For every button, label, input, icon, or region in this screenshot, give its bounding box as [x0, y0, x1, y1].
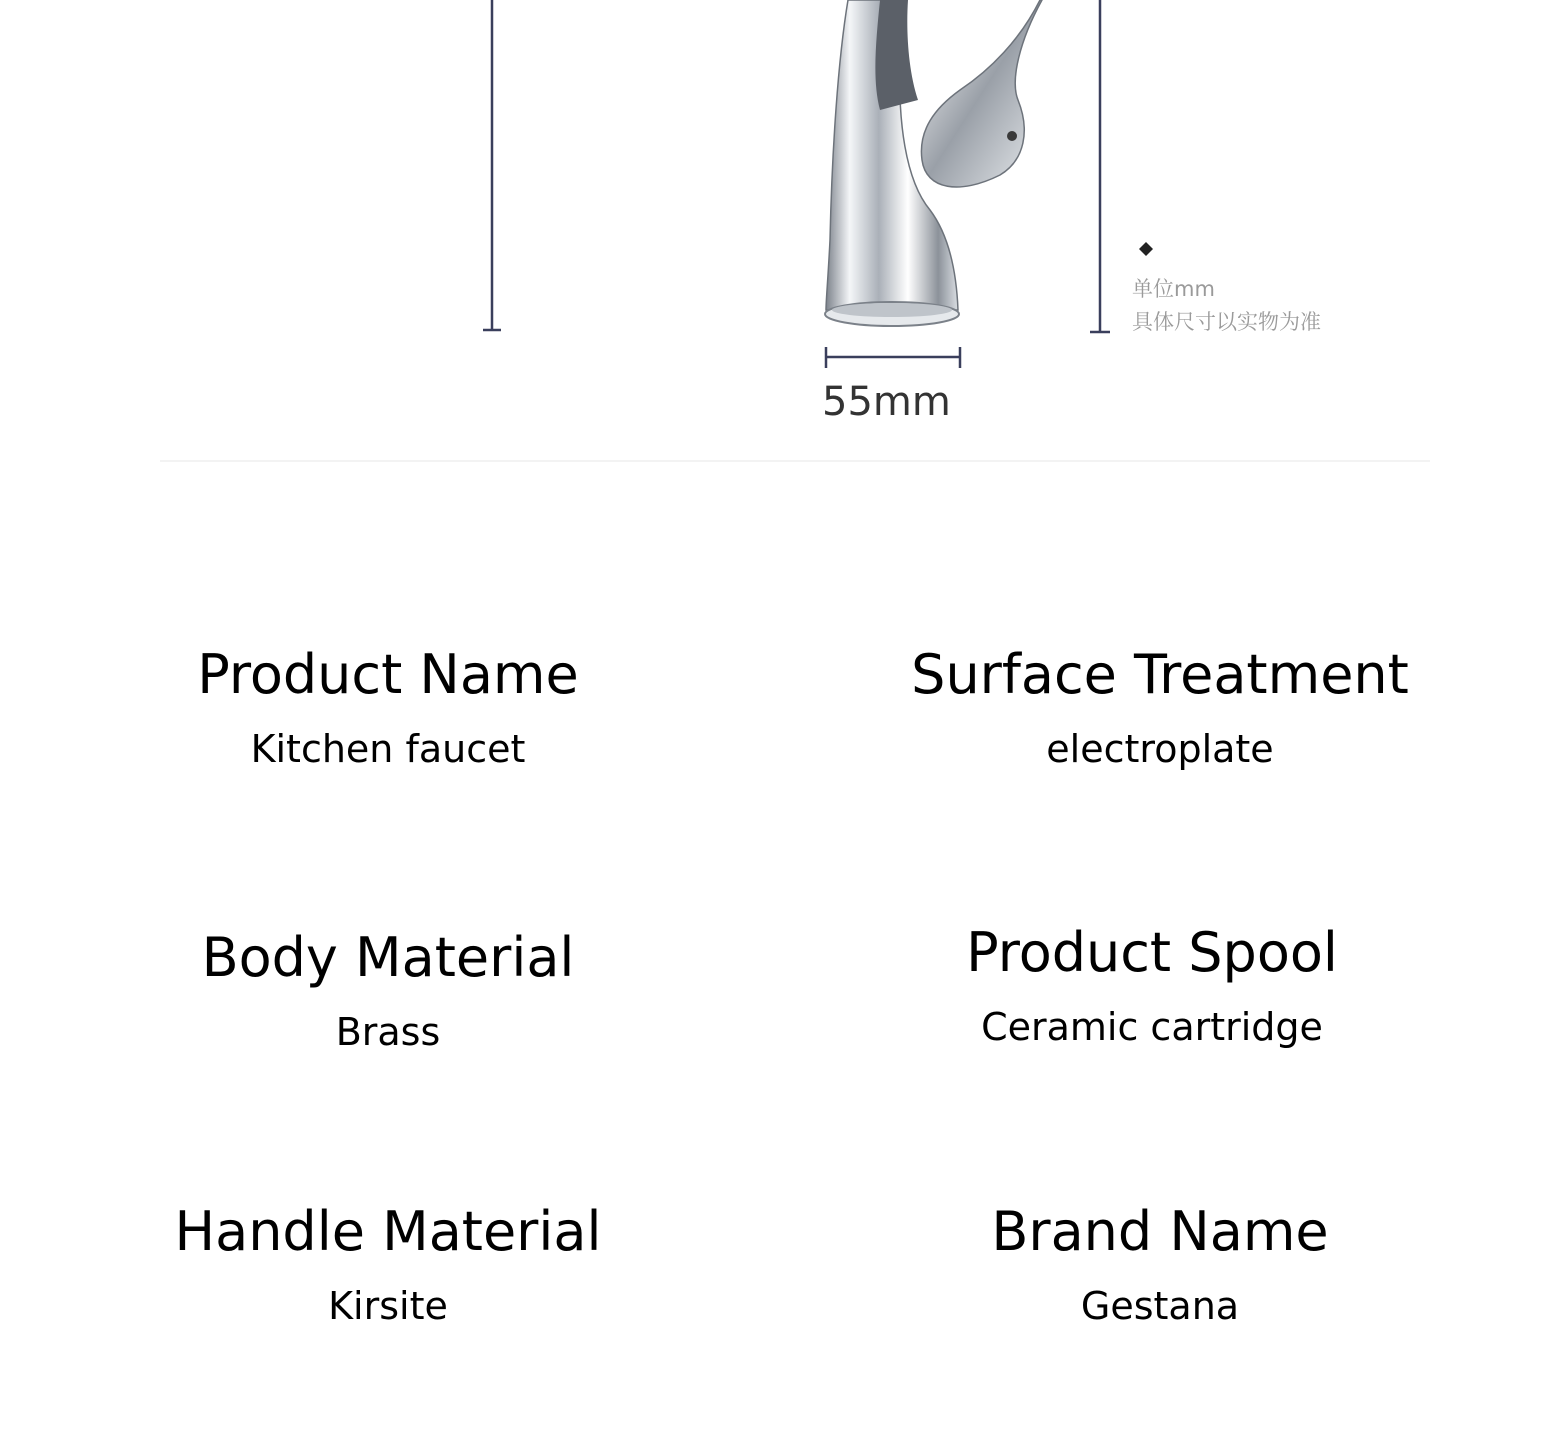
spec-title: Handle Material	[174, 1200, 602, 1263]
spec-brand-name	[780, 1200, 1540, 1328]
height-dimension-line-left	[483, 0, 501, 330]
spec-value: Kitchen faucet	[250, 727, 526, 771]
spec-handle-material	[8, 1200, 768, 1328]
spec-title: Product Spool	[966, 921, 1338, 984]
diamond-bullet-icon	[1139, 242, 1153, 256]
spec-value: Gestana	[1080, 1284, 1240, 1328]
spec-surface-treatment	[780, 643, 1540, 771]
base-width-dimension	[826, 347, 960, 368]
spec-product-name	[8, 643, 768, 771]
spec-value: Kirsite	[328, 1284, 448, 1328]
spec-product-spool	[772, 921, 1532, 1049]
height-dimension-line-right	[1090, 0, 1110, 332]
spec-body-material	[8, 926, 768, 1054]
spec-title: Body Material	[201, 926, 575, 989]
base-width-label: 55mm	[822, 379, 951, 425]
unit-note: 单位mm	[1132, 277, 1215, 301]
spec-title: Brand Name	[991, 1200, 1329, 1263]
dimension-disclaimer: 具体尺寸以实物为准	[1132, 310, 1321, 334]
faucet-image	[825, 0, 1042, 326]
spec-value: Ceramic cartridge	[981, 1005, 1323, 1049]
spec-title: Product Name	[197, 643, 579, 706]
faucet-dimension-diagram	[0, 0, 1563, 470]
spec-value: Brass	[335, 1010, 441, 1054]
spec-title: Surface Treatment	[911, 643, 1409, 706]
spec-value: electroplate	[1046, 727, 1274, 771]
